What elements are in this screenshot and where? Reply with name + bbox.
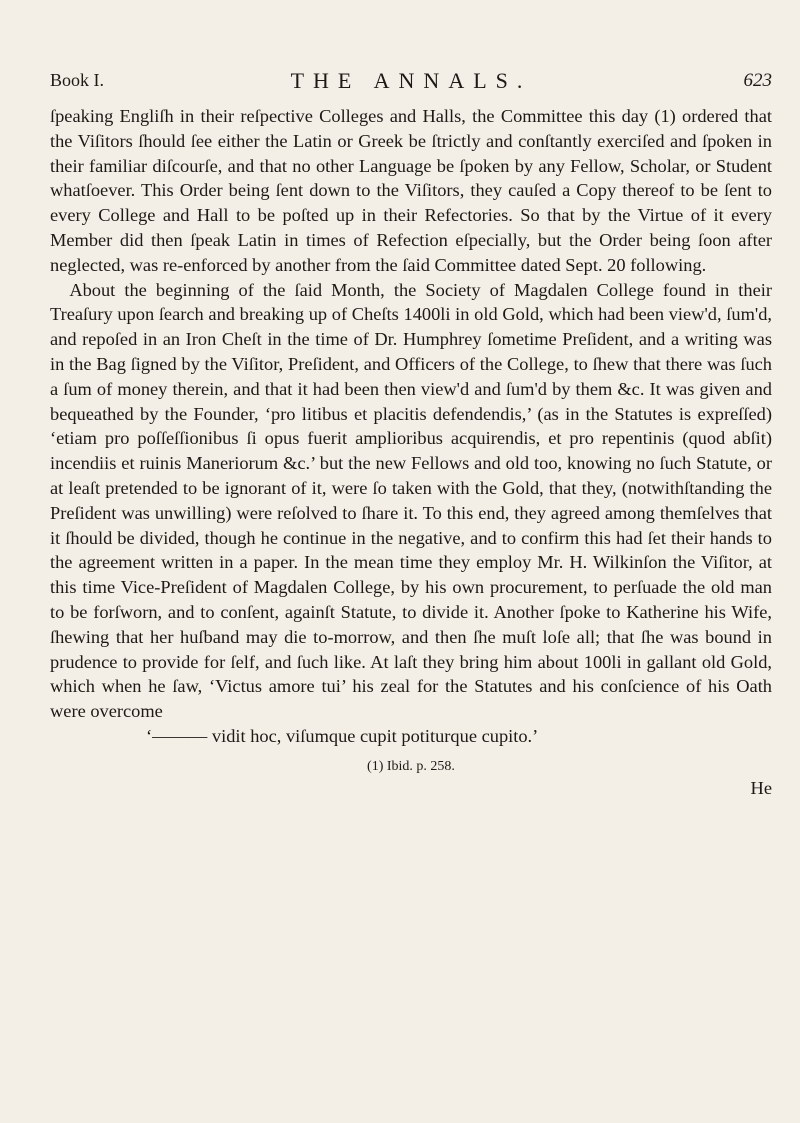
latin-verse-quote: ‘——— vidit hoc, viſumque cupit potiturque cupito.’ (146, 725, 539, 746)
paragraph-1: ſpeaking Engliſh in their reſpective Colleges and Halls, the Committee this day (1) ordered that the Viſitors ſhould ſee either the Latin or Greek be ſtrictly and conſtantly exerciſed and ſpoken in their familiar diſcourſe, and that no other Language be ſpoken by any Fellow, Scholar, or Student whatſoever. This Order being ſent down to the Viſitors, they cauſed a Copy thereof to be ſent to every College and Hall to be poſted up in their Refectories. So that by the Virtue of it every Member did then ſpeak Latin in times of Refection eſpecially, but the Order being ſoon after neglected, was re-enforced by another from the ſaid Committee dated Sept. 20 following. (50, 106, 772, 275)
book-page (50, 70, 772, 799)
footnote: (1) Ibid. p. 258. (367, 758, 455, 774)
paragraph-2: About the beginning of the ſaid Month, the Society of Magdalen College found in their Treaſury upon ſearch and breaking up of Cheſts 1400li in old Gold, which had been view'd, ſum'd, and repoſed in an Iron Cheſt in the time of Dr. Humphrey ſometime Preſident, and a writing was in the Bag ſigned by the Viſitor, Preſident, and Officers of the College, to ſhew that there was ſuch a ſum of money therein, and that it had been then view'd and ſum'd by them &c. It was given and bequeathed by the Founder, ‘pro litibus et placitis defendendis,’ (as in the Statutes is expreſſed) ‘etiam pro poſſeſſionibus ſi opus fuerit amplioribus acquirendis, et pro repentinis (quod abſit) incendiis et ruinis Maneriorum &c.’ but the new Fellows and old too, knowing no ſuch Statute, or at leaſt pretended to be ignorant of it, were ſo taken with the Gold, that they, (notwithſtanding the Preſident was unwilling) were reſolved to ſhare it. To this end, they agreed among themſelves that it ſhould be divided, though he continue in the negative, and to confirm this had ſet their hands to the agreement written in a paper. In the mean time they employ Mr. H. Wilkinſon the Viſitor, at this time Vice-Preſident of Magdalen College, by his own procurement, to perſuade the old man to be forſworn, and to conſent, againſt Statute, to divide it. Another ſpoke to Katherine his Wife, ſhewing that her huſband may die to-morrow, and then ſhe muſt loſe all; that ſhe was bound in prudence to provide for ſelf, and ſuch like. At laſt they bring him about 100li in gallant old Gold, which when he ſaw, ‘Victus amore tui’ his zeal for the Statutes and his conſcience of his Oath were overcome (50, 279, 772, 722)
running-head-book: Book I. (50, 70, 104, 90)
body-text (50, 104, 772, 724)
running-head (50, 70, 772, 104)
page-number: 623 (743, 70, 772, 91)
running-head-title: THE ANNALS. (290, 68, 532, 93)
catchword: He (750, 777, 772, 798)
